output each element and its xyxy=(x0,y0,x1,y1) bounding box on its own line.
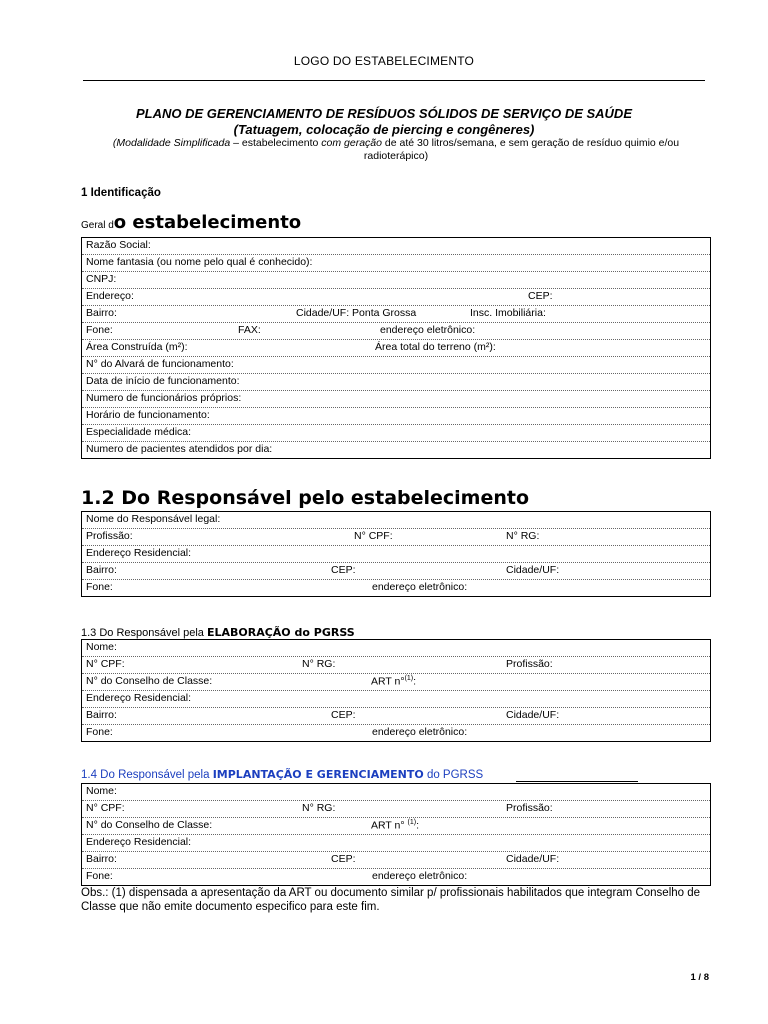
field-label: Razão Social: xyxy=(86,239,151,251)
form-field-row[interactable] xyxy=(82,408,711,425)
form-field-row[interactable] xyxy=(82,563,711,580)
field-label: Insc. Imobiliária: xyxy=(470,307,546,319)
table-row xyxy=(82,835,711,852)
field-label: endereço eletrônico: xyxy=(380,324,476,336)
table-row xyxy=(82,640,711,657)
field-label: CNPJ: xyxy=(86,273,117,285)
table-row xyxy=(82,852,711,869)
field-label: Cidade/UF: xyxy=(506,853,560,865)
field-label: FAX: xyxy=(238,324,261,336)
table-row xyxy=(82,725,711,742)
form-field-row[interactable] xyxy=(82,357,711,374)
form-field-row[interactable] xyxy=(82,674,711,691)
field-label: Especialidade médica: xyxy=(86,426,192,438)
field-label: N° CPF: xyxy=(86,802,125,814)
form-field-row[interactable] xyxy=(82,272,711,289)
form-field-row[interactable] xyxy=(82,323,711,340)
field-label: endereço eletrônico: xyxy=(372,870,468,882)
table-row xyxy=(82,323,711,340)
field-label: Fone: xyxy=(86,726,113,738)
establishment-table xyxy=(81,237,711,459)
field-label: endereço eletrônico: xyxy=(372,726,468,738)
table-row xyxy=(82,442,711,459)
field-label: Nome do Responsável legal: xyxy=(86,513,221,525)
table-row xyxy=(82,818,711,835)
field-label: Nome fantasia (ou nome pelo qual é conhecido): xyxy=(86,256,313,268)
table-row xyxy=(82,408,711,425)
table-row xyxy=(82,563,711,580)
table-row xyxy=(82,580,711,597)
header-divider xyxy=(83,80,705,81)
form-field-row[interactable] xyxy=(82,784,711,801)
table-row xyxy=(82,674,711,691)
document-title: PLANO DE GERENCIAMENTO DE RESÍDUOS SÓLIDOS DE SERVIÇO DE SAÚDE xyxy=(136,106,632,121)
section-1-3-heading: 1.3 Do Responsável pela ELABORAÇÃO do PGRSS xyxy=(81,626,355,639)
table-row xyxy=(82,255,711,272)
field-label: N° do Alvará de funcionamento: xyxy=(86,358,234,370)
form-field-row[interactable] xyxy=(82,725,711,742)
form-field-row[interactable] xyxy=(82,391,711,408)
field-label: Fone: xyxy=(86,324,113,336)
field-label: ART n°$^{(1)}$: xyxy=(371,675,417,688)
field-label: CEP: xyxy=(331,853,356,865)
table-row xyxy=(82,306,711,323)
table-row xyxy=(82,391,711,408)
form-field-row[interactable] xyxy=(82,306,711,323)
field-label: Endereço Residencial: xyxy=(86,836,192,848)
table-row xyxy=(82,657,711,674)
form-field-row[interactable] xyxy=(82,512,711,529)
field-label: Bairro: xyxy=(86,853,117,865)
form-field-row[interactable] xyxy=(82,425,711,442)
form-field-row[interactable] xyxy=(82,238,711,255)
document-subtitle: (Tatuagem, colocação de piercing e congêneres) xyxy=(233,122,535,137)
form-field-row[interactable] xyxy=(82,708,711,725)
field-label: Fone: xyxy=(86,870,113,882)
table-row xyxy=(82,512,711,529)
field-label: endereço eletrônico: xyxy=(372,581,468,593)
field-label: Endereço Residencial: xyxy=(86,692,192,704)
form-field-row[interactable] xyxy=(82,255,711,272)
field-label: CEP: xyxy=(528,290,553,302)
table-row xyxy=(82,784,711,801)
field-label: Profissão: xyxy=(506,802,553,814)
form-field-row[interactable] xyxy=(82,442,711,459)
field-label: Nome: xyxy=(86,641,117,653)
form-field-row[interactable] xyxy=(82,340,711,357)
page-number: 1 / 8 xyxy=(690,972,709,983)
form-field-row[interactable] xyxy=(82,374,711,391)
form-field-row[interactable] xyxy=(82,852,711,869)
form-field-row[interactable] xyxy=(82,529,711,546)
table-row xyxy=(82,546,711,563)
table-row xyxy=(82,272,711,289)
table-row xyxy=(82,238,711,255)
section-1-4-heading: 1.4 Do Responsável pela IMPLANTAÇÃO E GERENCIAMENTO do PGRSS xyxy=(81,768,483,781)
field-label: Área Construída (m²): xyxy=(86,341,188,353)
form-field-row[interactable] xyxy=(82,818,711,835)
legal-responsible-table xyxy=(81,511,711,597)
field-label: Profissão: xyxy=(506,658,553,670)
field-label: Bairro: xyxy=(86,564,117,576)
field-label: Numero de pacientes atendidos por dia: xyxy=(86,443,273,455)
field-label: Numero de funcionários próprios: xyxy=(86,392,242,404)
field-label: N° CPF: xyxy=(354,530,393,542)
table-row xyxy=(82,708,711,725)
table-row xyxy=(82,340,711,357)
field-label: Horário de funcionamento: xyxy=(86,409,210,421)
field-label: Data de início de funcionamento: xyxy=(86,375,240,387)
form-field-row[interactable] xyxy=(82,289,711,306)
pgrss-elaboration-table xyxy=(81,639,711,742)
logo-placeholder: LOGO DO ESTABELECIMENTO xyxy=(293,54,475,68)
modality-note: (Modalidade Simplificada – estabelecimento com geração de até 30 litros/semana, e sem geração de resíduo quimio e/ou radioterápico) xyxy=(112,137,680,162)
form-field-row[interactable] xyxy=(82,801,711,818)
footnote-obs: Obs.: (1) dispensada a apresentação da ART ou documento similar p/ profissionais habilitados que integram Conselho de Classe que não emite documento especifico para este fim. xyxy=(81,887,701,913)
field-label: N° CPF: xyxy=(86,658,125,670)
table-row xyxy=(82,529,711,546)
field-label: Fone: xyxy=(86,581,113,593)
section-1-2-heading: 1.2 Do Responsável pelo estabelecimento xyxy=(81,487,530,509)
field-label: Nome: xyxy=(86,785,117,797)
field-label: N° do Conselho de Classe: xyxy=(86,819,213,831)
table-row xyxy=(82,869,711,886)
field-label: Endereço Residencial: xyxy=(86,547,192,559)
field-label: N° RG: xyxy=(302,658,336,670)
section-1-1-heading: Geral do estabelecimento xyxy=(81,212,302,233)
form-field-row[interactable] xyxy=(82,640,711,657)
form-field-row[interactable] xyxy=(82,691,711,708)
field-label: Cidade/UF: Ponta Grossa xyxy=(296,307,417,319)
field-label: N° RG: xyxy=(506,530,540,542)
field-label: Bairro: xyxy=(86,307,117,319)
table-row xyxy=(82,425,711,442)
field-label: Endereço: xyxy=(86,290,134,302)
table-row xyxy=(82,801,711,818)
field-label: Profissão: xyxy=(86,530,133,542)
field-label: Bairro: xyxy=(86,709,117,721)
heading-underline xyxy=(516,781,638,782)
pgrss-implementation-table xyxy=(81,783,711,886)
table-row xyxy=(82,357,711,374)
form-field-row[interactable] xyxy=(82,657,711,674)
section-1-heading: 1 Identificação xyxy=(81,187,161,199)
form-field-row[interactable] xyxy=(82,869,711,886)
field-label: N° do Conselho de Classe: xyxy=(86,675,213,687)
form-field-row[interactable] xyxy=(82,835,711,852)
form-field-row[interactable] xyxy=(82,546,711,563)
table-row xyxy=(82,691,711,708)
field-label: CEP: xyxy=(331,564,356,576)
table-row xyxy=(82,374,711,391)
field-label: Área total do terreno (m²): xyxy=(375,341,496,353)
field-label: ART n° $^{(1)}$: xyxy=(371,819,419,832)
field-label: N° RG: xyxy=(302,802,336,814)
field-label: CEP: xyxy=(331,709,356,721)
table-row xyxy=(82,289,711,306)
field-label: Cidade/UF: xyxy=(506,564,560,576)
field-label: Cidade/UF: xyxy=(506,709,560,721)
form-field-row[interactable] xyxy=(82,580,711,597)
